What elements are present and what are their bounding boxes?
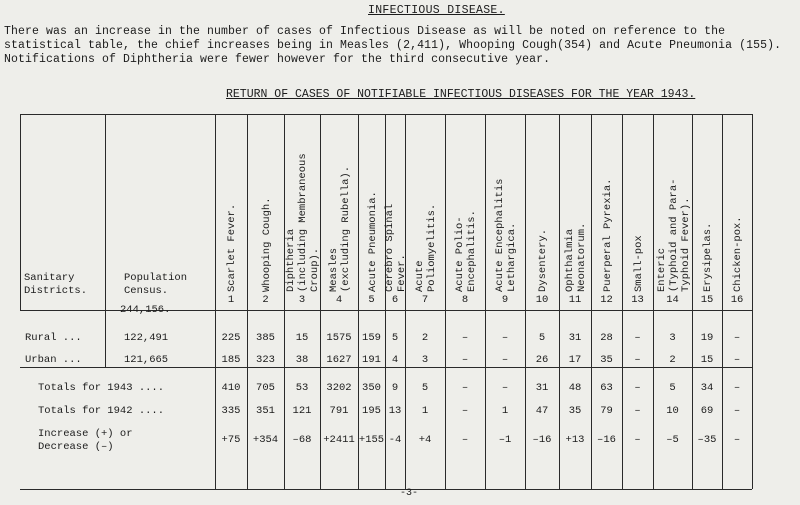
table-cell: 1627 (326, 354, 352, 366)
row-label: Totals for 1942 .... (38, 405, 165, 417)
rule-col-2 (284, 114, 285, 489)
table-cell: – (461, 382, 469, 394)
table-cell: 4 (391, 354, 399, 366)
table-cell: 13 (388, 405, 402, 417)
rule-col-3 (320, 114, 321, 489)
table-cell: -4 (388, 434, 402, 446)
column-number: 9 (501, 294, 509, 306)
table-cell: 35 (568, 405, 582, 417)
table-cell: 5 (391, 332, 399, 344)
table-cell: 2 (669, 354, 676, 366)
table-cell: – (634, 354, 641, 366)
header-sanitary-districts: Districts. (24, 285, 88, 297)
table-cell: – (461, 354, 469, 366)
table-cell: – (461, 332, 469, 344)
rule-district-bottom (20, 367, 752, 368)
row-label: Totals for 1943 .... (38, 382, 165, 394)
rule-bottom (20, 489, 752, 490)
table-cell: – (733, 382, 741, 394)
table-cell: 1 (501, 405, 509, 417)
table-cell: 1 (421, 405, 429, 417)
table-cell: 69 (700, 405, 714, 417)
rule-col-16 (752, 114, 753, 489)
table-cell: – (634, 434, 641, 446)
column-number: 13 (631, 294, 644, 306)
table-cell: 5 (669, 382, 676, 394)
table-cell: 350 (362, 382, 381, 394)
column-number: 10 (535, 294, 549, 306)
header-disease-7: Acute (414, 260, 426, 292)
table-cell: 225 (221, 332, 241, 344)
table-cell: 3 (669, 332, 676, 344)
header-disease-5: Acute Pneumonia. (366, 191, 379, 292)
table-cell: 185 (221, 354, 241, 366)
row-label: Rural ... (25, 332, 82, 344)
table-cell: 15 (700, 354, 714, 366)
header-sanitary-districts: Sanitary (24, 272, 75, 284)
table-cell: 47 (535, 405, 549, 417)
intro-line-2: statistical table, the chief increases being in Measles (2,411), Whooping Cough(354) and Acute Pneumonia (155). (4, 39, 782, 52)
header-disease-8: Acute Polio- (454, 216, 466, 292)
column-number: 4 (335, 294, 343, 306)
table-cell: 2 (421, 332, 429, 344)
table-cell: 335 (221, 405, 241, 417)
header-disease-15: Erysipelas. (702, 222, 714, 292)
header-population: Census. (124, 285, 169, 297)
table-cell: 791 (329, 405, 349, 417)
column-number: 14 (666, 294, 679, 306)
table-cell: 10 (666, 405, 679, 417)
table-title: RETURN OF CASES OF NOTIFIABLE INFECTIOUS DISEASES FOR THE YEAR 1943. (226, 88, 696, 101)
table-cell: –16 (597, 434, 616, 446)
column-number: 12 (600, 294, 613, 306)
row-label: Increase (+) or (38, 428, 133, 440)
table-cell: – (501, 382, 509, 394)
table-cell: 19 (700, 332, 714, 344)
table-cell: 323 (256, 354, 275, 366)
notifiable-diseases-table (20, 104, 792, 494)
table-cell: 34 (700, 382, 714, 394)
table-cell: 53 (295, 382, 309, 394)
table-cell: 159 (362, 332, 381, 344)
table-cell: +2411 (323, 434, 355, 446)
header-disease-13: Small-pox (632, 235, 645, 292)
header-disease-7: Poliomyelitis. (426, 203, 438, 292)
intro-line-1: There was an increase in the number of cases of Infectious Disease as will be noted on reference to the (4, 25, 726, 38)
table-cell: –1 (498, 434, 512, 446)
table-cell: 48 (568, 382, 582, 394)
rule-col-13 (653, 114, 654, 489)
header-population: 244,156. (120, 304, 171, 316)
table-cell: 5 (538, 332, 546, 344)
header-disease-6: Fever. (396, 254, 408, 292)
header-disease-6: Cerebro Spinal (384, 203, 396, 292)
table-cell: – (461, 434, 469, 446)
column-number: 2 (262, 294, 269, 306)
header-disease-12: Puerperal Pyrexia. (601, 178, 614, 292)
column-number: 11 (568, 294, 582, 306)
page-number: -3- (400, 488, 419, 499)
table-cell: – (634, 382, 641, 394)
table-cell: 38 (295, 354, 309, 366)
header-disease-4: Measles (328, 247, 340, 292)
table-cell: +354 (252, 434, 279, 446)
header-disease-1: Scarlet Fever. (226, 203, 238, 292)
table-cell: 1575 (326, 332, 352, 344)
column-number: 15 (700, 294, 714, 306)
section-heading: INFECTIOUS DISEASE. (368, 4, 505, 17)
header-disease-2: Whooping Cough. (260, 197, 273, 292)
rule-col-7 (445, 114, 446, 489)
table-cell: 121 (292, 405, 312, 417)
column-number: 1 (227, 294, 235, 306)
table-cell: – (501, 354, 509, 366)
header-disease-3: (including Membraneous (297, 153, 309, 292)
table-cell: 31 (535, 382, 549, 394)
table-cell: 3202 (326, 382, 352, 394)
rule-col-sanitary (105, 114, 106, 367)
rule-left (20, 114, 21, 310)
header-disease-16: Chicken-pox. (732, 216, 744, 292)
table-cell: 351 (256, 405, 275, 417)
rule-col-9 (525, 114, 526, 489)
header-disease-11: Neonatorum. (576, 222, 588, 292)
table-cell: +155 (358, 434, 385, 446)
table-cell: – (634, 332, 641, 344)
table-cell: 195 (362, 405, 381, 417)
table-cell: 31 (568, 332, 582, 344)
table-cell: 3 (421, 354, 429, 366)
column-number: 6 (391, 294, 399, 306)
table-cell: +75 (221, 434, 241, 446)
table-cell: 705 (256, 382, 275, 394)
rule-col-1 (247, 114, 248, 489)
table-cell: 28 (600, 332, 613, 344)
header-disease-9: Lethargica. (506, 222, 518, 292)
header-population: Population (124, 272, 188, 284)
intro-line-3: Notifications of Diphtheria were fewer however for the third consecutive year. (4, 53, 551, 66)
rule-col-8 (485, 114, 486, 489)
header-disease-3: Diphtheria (285, 228, 297, 292)
table-cell: –5 (666, 434, 679, 446)
column-number: 3 (298, 294, 306, 306)
table-cell: 63 (600, 382, 613, 394)
column-number: 5 (368, 294, 375, 306)
header-disease-14: (Typhoid and Para- (667, 178, 680, 292)
column-number: 7 (421, 294, 429, 306)
header-disease-14: Typhoid Fever). (679, 197, 692, 292)
table-cell: +13 (565, 434, 585, 446)
table-cell: 26 (535, 354, 549, 366)
table-cell: –68 (292, 434, 312, 446)
table-cell: 191 (362, 354, 381, 366)
header-disease-9: Acute Encephalitis (494, 178, 506, 292)
table-cell: 79 (600, 405, 613, 417)
table-cell: 35 (600, 354, 613, 366)
header-disease-4: (excluding Rubella). (340, 165, 352, 292)
table-cell: –35 (697, 434, 717, 446)
table-cell: – (733, 354, 741, 366)
table-cell: 385 (256, 332, 275, 344)
row-label: Urban ... (25, 354, 82, 366)
table-cell: 5 (421, 382, 429, 394)
table-cell: – (634, 405, 641, 417)
table-cell: – (733, 434, 741, 446)
column-number: 16 (730, 294, 744, 306)
table-cell: – (733, 332, 741, 344)
table-cell: –16 (532, 434, 552, 446)
table-cell: +4 (418, 434, 432, 446)
header-disease-3: Croup). (309, 247, 321, 292)
table-cell: 15 (295, 332, 309, 344)
row-label: Decrease (–) (38, 441, 114, 453)
table-cell: – (501, 332, 509, 344)
column-number: 8 (461, 294, 469, 306)
table-cell: 17 (568, 354, 582, 366)
row-population: 121,665 (124, 354, 169, 366)
table-cell: 9 (391, 382, 399, 394)
table-cell: – (733, 405, 741, 417)
row-population: 122,491 (124, 332, 169, 344)
rule-top (20, 114, 752, 115)
header-disease-10: Dysentery. (537, 228, 549, 292)
table-cell: 410 (221, 382, 241, 394)
header-disease-8: Encephalitis. (466, 210, 478, 292)
table-cell: – (461, 405, 469, 417)
header-disease-11: Ophthalmia (564, 228, 576, 292)
header-disease-14: Enteric (655, 247, 668, 292)
